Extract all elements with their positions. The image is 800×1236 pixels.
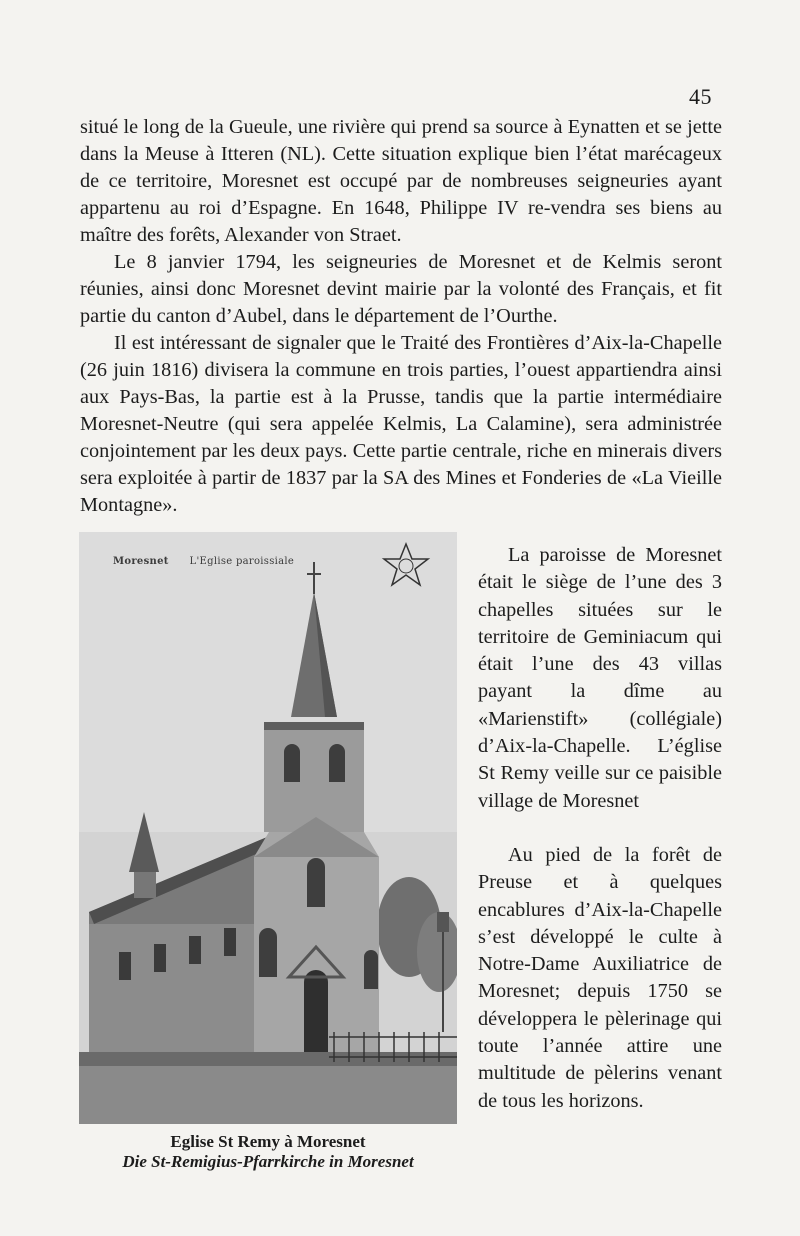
church-photo: [79, 532, 457, 1124]
photo-label-title: L'Eglise paroissiale: [189, 556, 295, 567]
caption-german: Die St-Remigius-Pfarrkirche in Moresnet: [122, 1152, 414, 1171]
side-paragraph: Au pied de la forêt de Preuse et à quelques encablures d’Aix-la-Chapelle s’est développé le culte à Notre-Dame Auxiliatrice de Moresnet; depuis 1750 se développera le pèlerinage qui toute l’année attire une multitude de pèlerins venant de tous les horizons.: [478, 843, 722, 1112]
main-text: [80, 114, 722, 519]
page-number: 45: [689, 84, 712, 109]
church-illustration: [79, 532, 457, 1124]
caption-french: Eglise St Remy à Moresnet: [170, 1132, 366, 1151]
photo-label: [113, 556, 294, 567]
photo-label-place: Moresnet: [113, 556, 169, 567]
church-figure: [79, 532, 457, 1172]
paragraph: Le 8 janvier 1794, les seigneuries de Moresnet et de Kelmis seront réunies, ainsi donc Moresnet devint mairie par la volonté des Français, et fit partie du canton d’Aubel, dans le département de l’Ourthe.: [80, 251, 722, 327]
side-paragraph: La paroisse de Moresnet était le siège de l’une des 3 chapelles situées sur le territoire de Geminiacum qui était l’une des 43 villas payant la dîme au «Marienstift» (collégiale) d’Aix-la-Chapelle. L’église St Remy veille sur ce paisible village de Moresnet: [478, 544, 722, 812]
paragraph: Il est intéressant de signaler que le Traité des Frontières d’Aix-la-Chapelle (26 juin 1816) divisera la commune en trois parties, l’ouest appartiendra ainsi aux Pays-Bas, la partie est à la Prusse, tandis que la partie intermédiaire Moresnet-Neutre (qui sera appelée Kelmis, La Calamine), sera administrée conjointement par les deux pays. Cette partie centrale, riche en minerais divers sera exploitée à partir de 1837 par la SA des Mines et Fonderies de «La Vieille Montagne».: [80, 332, 722, 516]
figure-caption: [79, 1132, 457, 1172]
paragraph: situé le long de la Gueule, une rivière qui prend sa source à Eynatten et se jette dans la Meuse à Itteren (NL). Cette situation explique bien l’état marécageux de ce territoire, Moresnet est occupé par de nombreuses seigneuries ayant appartenu au roi d’Espagne. En 1648, Philippe IV re-vendra ses biens au maître des forêts, Alexander von Straet.: [80, 116, 722, 246]
side-text: [478, 542, 722, 1115]
